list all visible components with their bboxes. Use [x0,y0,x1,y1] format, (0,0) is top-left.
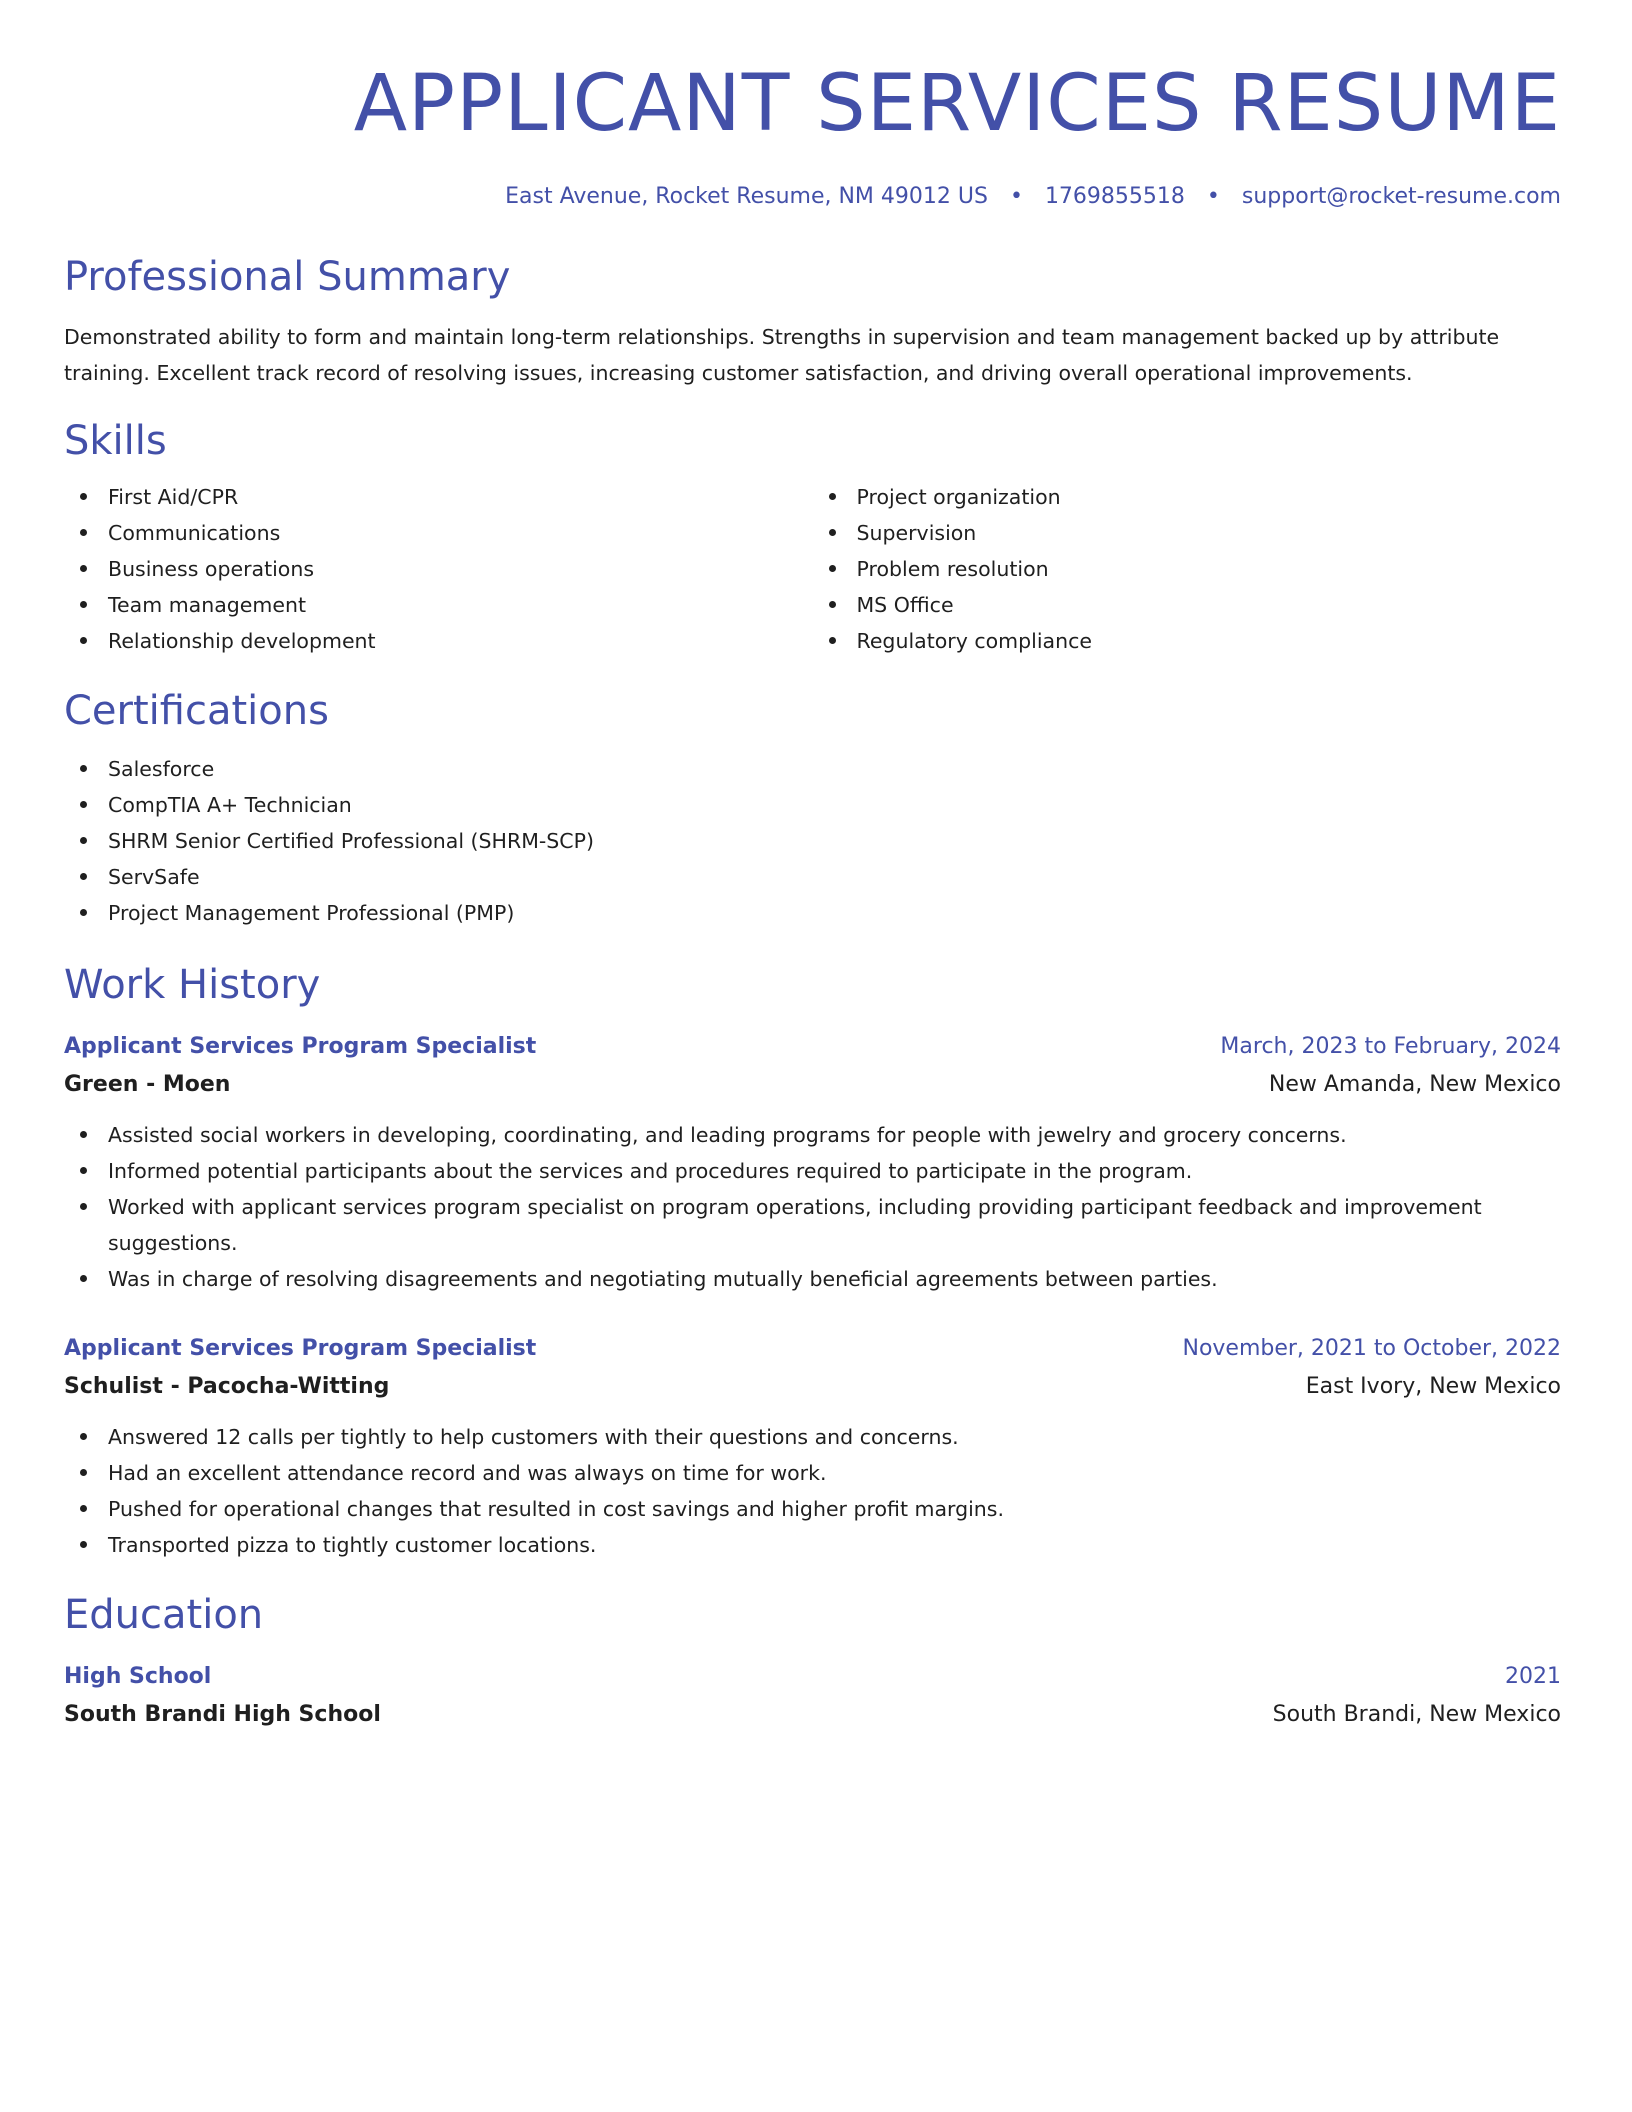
skill-item: Team management [64,587,813,623]
job-duty: Assisted social workers in developing, coordinating, and leading programs for people with jewelry and grocery concerns. [64,1117,1561,1153]
contact-email: support@rocket-resume.com [1241,184,1561,209]
work-history-section [64,959,1561,1563]
job-dates: November, 2021 to October, 2022 [1182,1336,1561,1361]
job-duties-list [64,1117,1561,1297]
skills-heading: Skills [64,418,167,464]
skill-item: Business operations [64,551,813,587]
education-location: South Brandi, New Mexico [1272,1702,1561,1727]
skills-list-left [64,479,813,659]
education-section [64,1589,1561,1735]
job-dates: March, 2023 to February, 2024 [1220,1034,1561,1059]
education-heading: Education [64,1592,264,1638]
job-duty: Worked with applicant services program specialist on program operations, including providing participant feedback and improvement suggestions. [64,1189,1561,1261]
certification-item: ServSafe [64,859,1561,895]
certifications-section [64,685,1561,931]
summary-heading: Professional Summary [64,254,511,300]
contact-separator: • [1206,184,1220,209]
job-duty: Answered 12 calls per tightly to help customers with their questions and concerns. [64,1419,1561,1455]
job-company: Green - Moen [64,1072,231,1097]
skill-item: Problem resolution [813,551,1562,587]
job-duty: Had an excellent attendance record and was always on time for work. [64,1455,1561,1491]
education-degree-row [64,1659,1561,1695]
resume-header [64,0,1561,213]
contact-line [64,181,1561,213]
certification-item: Project Management Professional (PMP) [64,895,1561,931]
skill-item: Project organization [813,479,1562,515]
skills-column-left [64,479,813,659]
certification-item: Salesforce [64,751,1561,787]
skills-list-right [813,479,1562,659]
certification-item: CompTIA A+ Technician [64,787,1561,823]
job-title: Applicant Services Program Specialist [64,1336,537,1361]
job-entry [64,1331,1561,1563]
job-company-row [64,1367,1561,1407]
job-location: New Amanda, New Mexico [1268,1072,1561,1097]
skill-item: Communications [64,515,813,551]
job-title: Applicant Services Program Specialist [64,1034,537,1059]
resume-page [64,0,1561,1735]
education-year: 2021 [1505,1664,1561,1689]
resume-title: APPLICANT SERVICES RESUME [353,59,1561,149]
education-school: South Brandi High School [64,1702,381,1727]
education-entry [64,1659,1561,1735]
skill-item: Supervision [813,515,1562,551]
skill-item: MS Office [813,587,1562,623]
skill-item: Relationship development [64,623,813,659]
contact-address: East Avenue, Rocket Resume, NM 49012 US [505,184,988,209]
skills-section [64,415,1561,659]
job-duty: Was in charge of resolving disagreements and negotiating mutually beneficial agreements between parties. [64,1261,1561,1297]
summary-text: Demonstrated ability to form and maintain long-term relationships. Strengths in supervision and team management backed up by attribute training. Excellent track record of resolving issues, increasing customer satisfaction, and driving overall operational improvements. [64,325,1500,385]
job-duty: Transported pizza to tightly customer locations. [64,1527,1561,1563]
skill-item: Regulatory compliance [813,623,1562,659]
certifications-heading: Certifications [64,688,329,734]
summary-section [64,251,1561,391]
job-location: East Ivory, New Mexico [1305,1374,1561,1399]
job-company-row [64,1065,1561,1105]
job-entry [64,1029,1561,1297]
job-duty: Pushed for operational changes that resulted in cost savings and higher profit margins. [64,1491,1561,1527]
job-title-row [64,1331,1561,1367]
contact-phone: 1769855518 [1044,184,1185,209]
skills-columns [64,479,1561,659]
education-degree: High School [64,1664,212,1689]
certifications-list [64,751,1561,931]
job-duties-list [64,1419,1561,1563]
work-history-heading: Work History [64,962,321,1008]
skill-item: First Aid/CPR [64,479,813,515]
education-school-row [64,1695,1561,1735]
certification-item: SHRM Senior Certified Professional (SHRM-SCP) [64,823,1561,859]
job-title-row [64,1029,1561,1065]
contact-separator: • [1009,184,1023,209]
skills-column-right [813,479,1562,659]
job-duty: Informed potential participants about the services and procedures required to participate in the program. [64,1153,1561,1189]
job-company: Schulist - Pacocha-Witting [64,1374,390,1399]
